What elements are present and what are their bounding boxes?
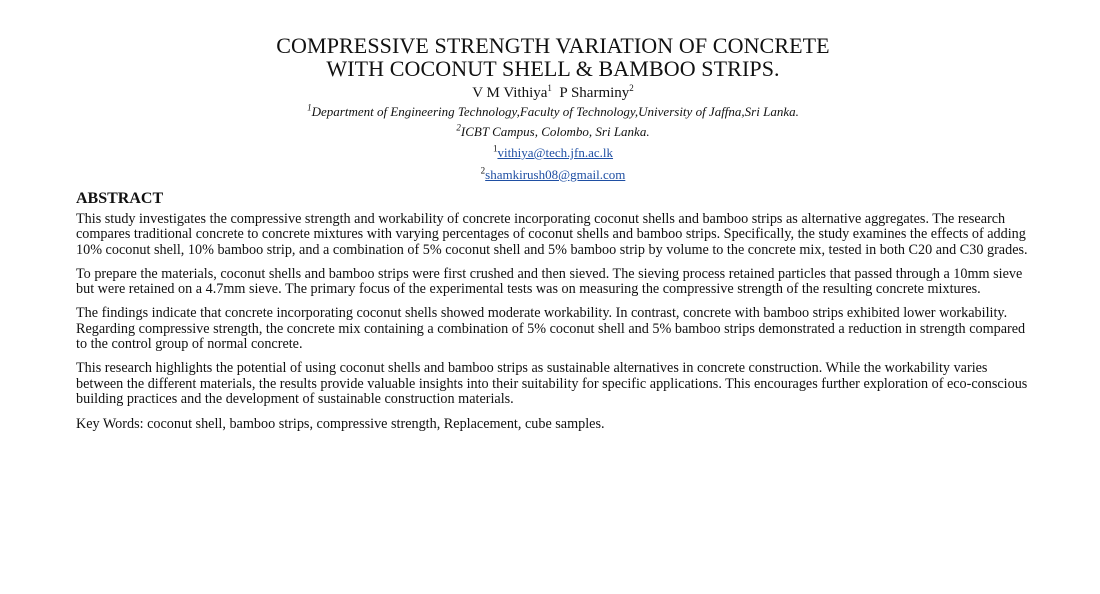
keywords: Key Words: coconut shell, bamboo strips, compressive strength, Replacement, cube samples.: [76, 416, 605, 433]
paper-page: [0, 34, 1100, 594]
author-name: V M Vithiya: [472, 85, 548, 101]
affiliation-text: Department of Engineering Technology,Faculty of Technology,University of Jaffna,Sri Lanka.: [311, 104, 799, 119]
paper-title-line-1: COMPRESSIVE STRENGTH VARIATION OF CONCRETE: [276, 33, 830, 58]
abstract-heading: ABSTRACT: [76, 190, 164, 207]
abstract-paragraph: The findings indicate that concrete incorporating coconut shells showed moderate workability. In contrast, concrete with bamboo strips exhibited lower workability. Regarding compressive strength, the concrete mix containing a combination of 5% coconut shell and 5% bamboo strips demonstrated a reduction in strength compared to the control group of normal concrete.: [76, 305, 1026, 353]
author-affiliation-mark: 1: [547, 83, 552, 93]
affiliation-mark: 2: [456, 122, 461, 133]
abstract-paragraph: This research highlights the potential of using coconut shells and bamboo strips as sustainable alternatives in concrete construction. While the workability varies between the different materials, the results provide valuable insights into their suitability for specific applications. This encourages further exploration of eco-conscious building practices and the development of sustainable construction materials.: [76, 360, 1028, 407]
affiliation-mark: 1: [307, 102, 312, 113]
author-list: [76, 84, 1030, 102]
email-link[interactable]: shamkirush08@gmail.com: [485, 167, 626, 182]
abstract-paragraph: This study investigates the compressive strength and workability of concrete incorporating coconut shells and bamboo strips as alternative aggregates. The research compares traditional concrete to concrete mixtures with varying percentages of coconut shells and bamboo strips. Specifically, the study examines the effects of adding 10% coconut shell, 10% bamboo strip, and a combination of 5% coconut shell and 5% bamboo strip by volume to the concrete mix, tested in both C20 and C30 grades.: [76, 211, 1028, 258]
paper-title: [76, 34, 1030, 80]
author-name: P Sharminy: [559, 85, 630, 101]
email-1: [76, 142, 1030, 164]
affiliation-text: ICBT Campus, Colombo, Sri Lanka.: [460, 124, 650, 139]
email-2: [76, 164, 1030, 186]
email-mark: 2: [480, 165, 486, 176]
email-mark: 1: [492, 143, 498, 154]
abstract-paragraph: To prepare the materials, coconut shells and bamboo strips were first crushed and then sieved. The sieving process retained particles that passed through a 10mm sieve but were retained on a 4.7mm sieve. The primary focus of the experimental tests was on measuring the compressive strength of the resulting concrete mixtures.: [76, 265, 1023, 298]
email-link[interactable]: vithiya@tech.jfn.ac.lk: [497, 145, 614, 160]
affiliation-2: [76, 122, 1030, 142]
paper-title-line-2: WITH COCONUT SHELL & BAMBOO STRIPS.: [326, 56, 780, 81]
affiliation-1: [76, 102, 1030, 122]
author-affiliation-mark: 2: [629, 83, 634, 93]
